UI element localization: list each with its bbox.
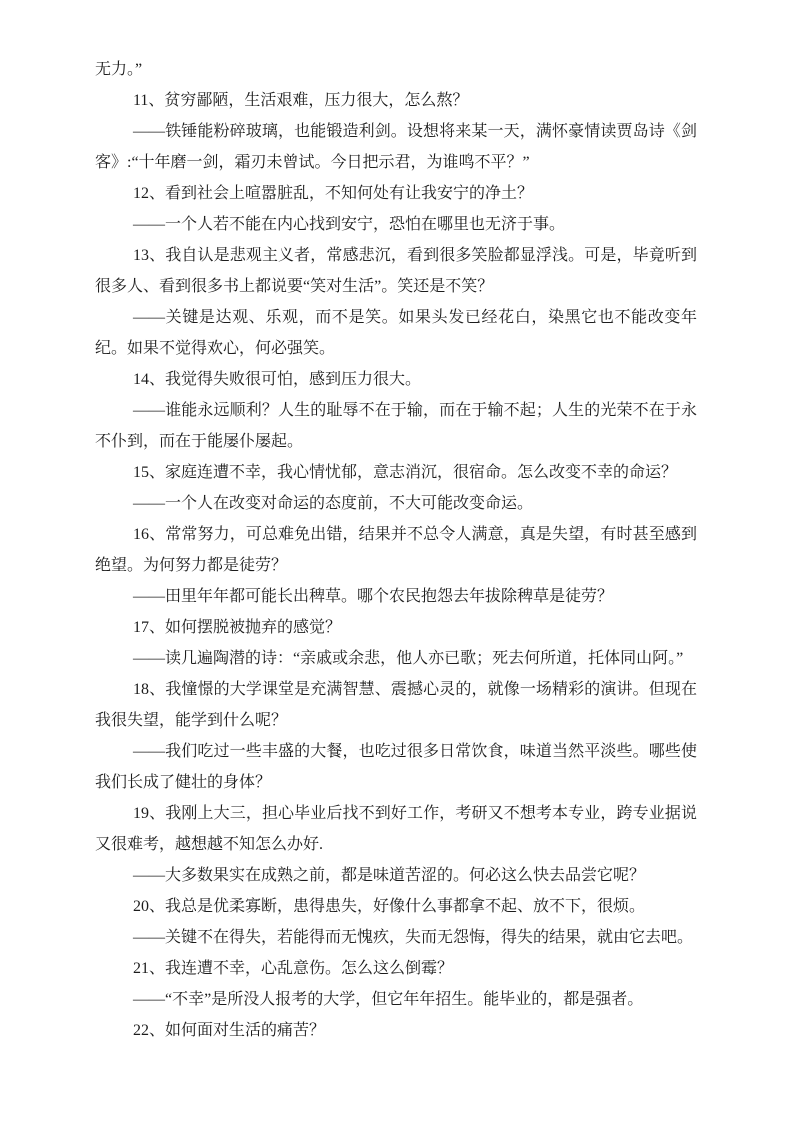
paragraph-question: 18、我憧憬的大学课堂是充满智慧、震撼心灵的，就像一场精彩的演讲。但现在我很失望，能学到什么呢？ [95, 681, 697, 729]
paragraph-question: 11、贫穷鄙陋，生活艰难，压力很大，怎么熬？ [133, 92, 469, 109]
paragraph-answer: ——谁能永远顺利？人生的耻辱不在于输，而在于输不起；人生的光荣不在于永不仆到，而在于能屡仆屡起。 [95, 402, 697, 450]
paragraph-question: 20、我总是优柔寡断，患得患失，好像什么事都拿不起、放不下，很烦。 [133, 898, 646, 915]
paragraph-question: 13、我自认是悲观主义者，常感悲沉，看到很多笑脸都显浮浅。可是，毕竟听到很多人、看到很多书上都说要“笑对生活”。笑还是不笑？ [95, 247, 697, 295]
paragraph-question: 21、我连遭不幸，心乱意伤。怎么这么倒霉？ [133, 960, 454, 977]
paragraph-answer: ——一个人若不能在内心找到安宁，恐怕在哪里也无济于事。 [133, 216, 566, 233]
paragraph-continuation: 无力。” [95, 61, 143, 78]
paragraph-question: 16、常常努力，可总难免出错，结果并不总令人满意，真是失望，有时甚至感到绝望。为何努力都是徒劳？ [95, 526, 697, 574]
paragraph-answer: ——一个人在改变对命运的态度前，不大可能改变命运。 [133, 495, 534, 512]
paragraph-answer: ——关键不在得失，若能得而无愧疚，失而无怨悔，得失的结果，就由它去吧。 [133, 929, 694, 946]
paragraph-question: 15、家庭连遭不幸，我心情忧郁，意志消沉，很宿命。怎么改变不幸的命运？ [133, 464, 678, 481]
paragraph-answer: ——读几遍陶潜的诗：“亲戚或余悲，他人亦已歌；死去何所道，托体同山阿。” [133, 650, 684, 667]
paragraph-answer: ——铁锤能粉碎玻璃，也能锻造利剑。设想将来某一天，满怀豪情读贾岛诗《剑客》:“十年磨一剑，霜刃未曾试。今日把示君，为谁鸣不平？” [95, 123, 697, 171]
paragraph-answer: ——“不幸”是所没人报考的大学，但它年年招生。能毕业的，都是强者。 [133, 991, 644, 1008]
paragraph-answer: ——大多数果实在成熟之前，都是味道苦涩的。何必这么快去品尝它呢？ [133, 867, 646, 884]
paragraph-answer: ——关键是达观、乐观，而不是笑。如果头发已经花白，染黑它也不能改变年纪。如果不觉得欢心，何必强笑。 [95, 309, 697, 357]
paragraph-question: 17、如何摆脱被抛弃的感觉？ [133, 619, 342, 636]
paragraph-question: 19、我刚上大三，担心毕业后找不到好工作，考研又不想考本专业，跨专业据说又很难考，越想越不知怎么办好. [95, 805, 697, 853]
document-body [95, 54, 697, 1046]
paragraph-answer: ——我们吃过一些丰盛的大餐，也吃过很多日常饮食，味道当然平淡些。哪些使我们长成了健壮的身体？ [95, 743, 697, 791]
paragraph-question: 12、看到社会上喧嚣脏乱，不知何处有让我安宁的净土？ [133, 185, 534, 202]
paragraph-question: 22、如何面对生活的痛苦？ [133, 1022, 326, 1039]
paragraph-question: 14、我觉得失败很可怕，感到压力很大。 [133, 371, 422, 388]
paragraph-answer: ——田里年年都可能长出稗草。哪个农民抱怨去年拔除稗草是徒劳？ [133, 588, 614, 605]
